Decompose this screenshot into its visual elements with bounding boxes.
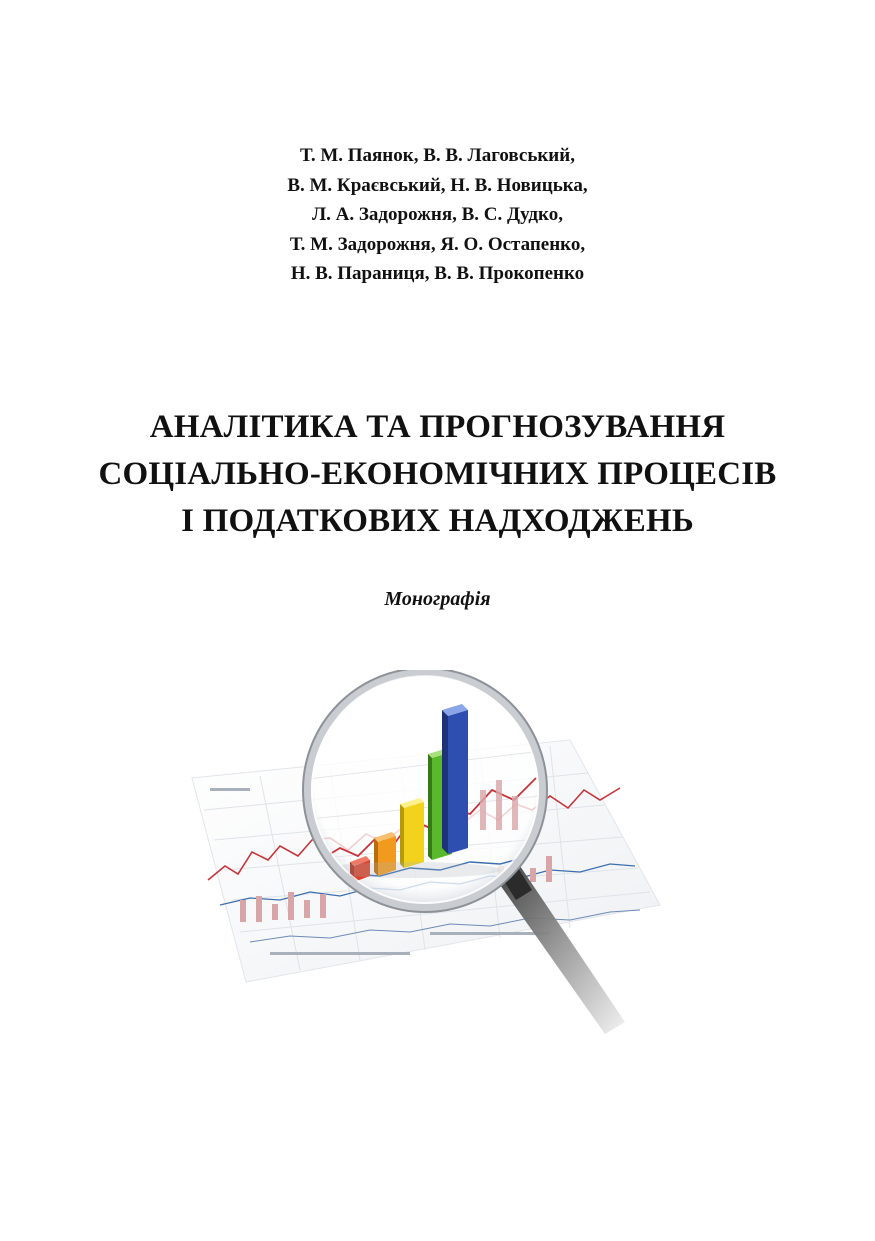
author-line: Н. В. Параниця, В. В. Прокопенко	[290, 263, 585, 284]
author-line: Л. А. Задорожня, В. С. Дудко,	[312, 204, 563, 225]
magnifier-over-chart-icon	[180, 670, 740, 1050]
author-line: В. М. Краєвський, Н. В. Новицька,	[287, 174, 588, 196]
author-line: Т. М. Задорожня, Я. О. Остапенко,	[289, 233, 586, 255]
cover-illustration	[180, 670, 740, 1050]
book-title	[0, 404, 875, 545]
author-list	[0, 141, 875, 289]
author-line: Т. М. Паянок, В. В. Лаговський,	[300, 145, 575, 166]
title-line: СОЦІАЛЬНО-ЕКОНОМІЧНИХ ПРОЦЕСІВ	[98, 456, 777, 492]
title-line: АНАЛІТИКА ТА ПРОГНОЗУВАННЯ	[149, 409, 726, 445]
book-genre: Монографія	[384, 588, 491, 610]
title-line: І ПОДАТКОВИХ НАДХОДЖЕНЬ	[181, 503, 694, 539]
magnifier-lens	[300, 670, 550, 912]
